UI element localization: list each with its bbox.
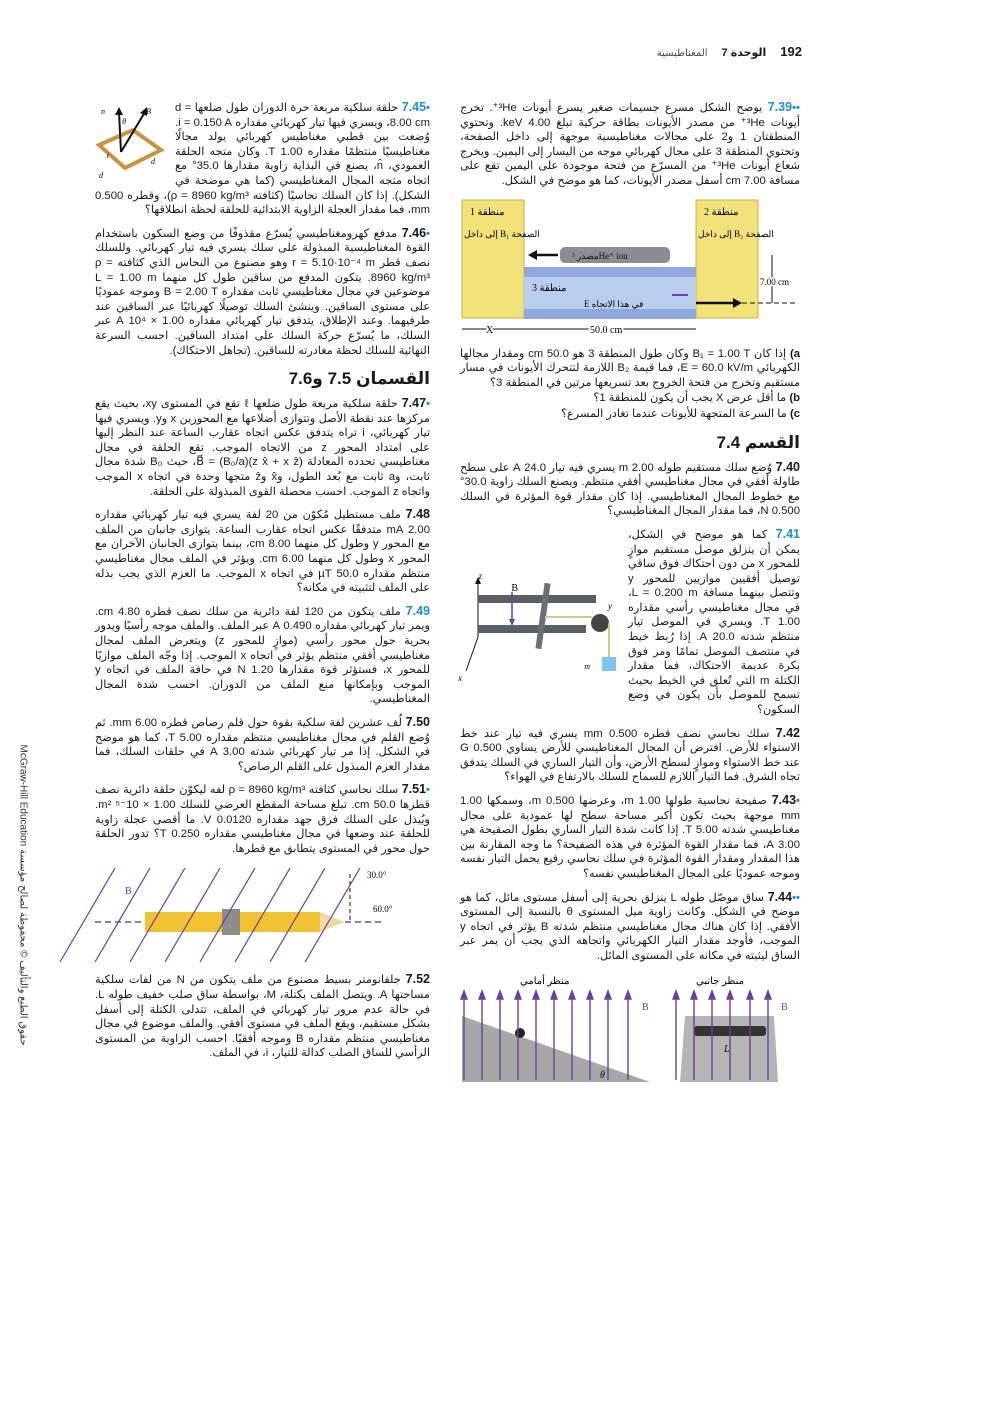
rod-cross-section: [515, 1028, 525, 1038]
difficulty-marker: •: [426, 227, 430, 240]
field-arrowhead: [569, 991, 575, 999]
field-arrowhead: [709, 991, 715, 999]
incline-front-view: [462, 1016, 650, 1082]
angle-60-label: 60.0°: [373, 904, 393, 915]
part-c: [460, 407, 800, 422]
problem-text: كما هو موضح في الشكل، يمكن أن ينزلق موصل مستقيم موازٍ للمحور x من دون احتكاك فوق ساقي توصيل أفقيين موازيين للمحور y وتتصل بينهما مسافة L = 0.200 m، في مجال مغناطيسي رأسي مقداره 1.00 T. ويسري في الموصل تيار منتظم شدته 20.0 A. إذا رُبط خيط في منتصف الموصل تمامًا ومر فوق بكرة عديمة الاحتكاك، فما مقدار الكتلة m التي تُعلق في الخيط بحيث تسمح للموصل بأن يكون في وضع السكون؟: [628, 528, 801, 717]
front-view-label: منظر أمامي: [520, 975, 570, 987]
problem-text: سلك نحاسي كثافته ρ = 8960 kg/m³ لفه ليكوّن حلقة دائرية نصف قطرها 50.0 cm. تبلغ مساحة المقطع العرضي للسلك 1.00 × 10⁻⁵ m². ويُبذل على السلك فرق جهد مقداره 0.0120 V. ما أقصى عجلة زاوية للحلقة عند وضعها في مجال مغناطيسي مقداره 0.250 T؟ تدور الحلقة حول محور في المستوى يتطابق مع قطرها.: [95, 784, 430, 855]
section-heading-7-5-7-6: القسمان 7.5 و7.6: [288, 369, 430, 389]
problem-7-44: [460, 890, 800, 964]
left-column: [95, 100, 430, 1069]
field-arrowhead: [625, 991, 631, 999]
side-view-label: منظر جانبي: [696, 975, 744, 987]
problem-7-47: [95, 396, 430, 499]
part-a: [460, 347, 800, 391]
problem-number: 7.41: [775, 526, 801, 541]
problem-number: 7.46: [401, 225, 427, 240]
field-arrowhead: [673, 991, 679, 999]
b-field-label: B: [125, 886, 132, 898]
problem-number: 7.43: [771, 793, 797, 807]
problem-number: 7.47: [401, 396, 427, 411]
rail-bottom: [478, 625, 586, 633]
accelerator-figure: [460, 197, 800, 339]
region-1-label: منطقة 1: [470, 206, 505, 218]
problem-7-43: [460, 793, 800, 882]
angle-30-label: 30.0°: [367, 870, 387, 881]
problem-7-41: [460, 527, 800, 718]
length-label: 50.0 cm: [590, 324, 623, 336]
field-arrowhead: [727, 991, 733, 999]
problem-7-39: [460, 100, 800, 189]
b-label: B: [146, 107, 151, 116]
field-arrowhead: [747, 991, 753, 999]
problem-number: 7.49: [405, 603, 430, 618]
region-3-label: منطقة 3: [532, 282, 567, 294]
e-field-label: E في هذا الاتجاه: [584, 298, 644, 309]
problem-number: 7.40: [775, 459, 801, 474]
mass-label: m: [584, 661, 590, 671]
field-arrowhead: [479, 991, 485, 999]
field-line: [60, 868, 115, 962]
problem-text: لُف عشرين لفة سلكية بقوة حول قلم رصاص قطره 6.00 mm. ثم وُضع القلم في مجال مغناطيسي منتظم مقداره 5.00 T، كما هو موضح في الشكل. إذا مر تيار كهربائي شدته 3.00 A في حلقات السلك، فما مقدار العزم المبذول على القلم الرصاص؟: [95, 716, 431, 773]
part-text: ما السرعة المتجهة للأيونات عندما تغادر المسرع؟: [561, 407, 787, 420]
problem-7-39-parts: [460, 347, 800, 422]
problem-text: ملف مستطيل مُكوّن من 20 لفة يسري فيه تيار كهربائي مقداره 2.00 mA متدفقًا عكس اتجاه عقارب الساعة. يتوازى جانبان من الملف مع المحور y وطول كل منهما 8.00 cm، بينما يتوازى الجانبان الآخران مع المحور x وطول كل منهما 6.00 cm. ويؤثر في الملف مجال مغناطيسي منتظم مقداره 50.0 µT في اتجاه x الموجب. ما العزم الذي يجب بذله على الملف لتثبيته في مكانه؟: [95, 509, 431, 595]
ion-source-label: مصدر ³He⁺ ion: [572, 250, 628, 261]
field-arrowhead: [515, 991, 521, 999]
field-arrowhead: [605, 991, 611, 999]
problem-number: 7.50: [405, 714, 431, 729]
x-axis-label: x: [458, 672, 462, 683]
field-arrowhead: [497, 991, 503, 999]
difficulty-marker: ••: [792, 891, 800, 904]
difficulty-marker: •: [796, 795, 800, 807]
part-label: b): [789, 392, 800, 405]
b1-label: إلى داخل B₁ الصفحة: [464, 228, 540, 239]
field-arrowhead: [461, 991, 467, 999]
problem-number: 7.44: [767, 889, 793, 904]
unit-title: المغناطيسية: [656, 48, 708, 59]
hanging-mass: [602, 657, 616, 671]
side-d-label-2: d: [99, 171, 103, 180]
field-arrowhead: [533, 991, 539, 999]
field-line: [95, 868, 150, 962]
part-label: a): [789, 347, 800, 360]
problem-text: جلفانومتر بسيط مصنوع من ملف يتكون من N من لفات سلكية مساحتها A. ويتصل الملف بكتلة، M، بواسطة ساق صلب خفيف طوله L. في حالة عدم مرور تيار كهربائي في الملف، تتدلى الكتلة إلى أسفل بشكل مستقيم، ويقع الملف في مستوى أفقي. والملف موضوع في مجال مغناطيسي منتظم مقداره B وموجه أفقيًا. احسب الزاوية من المستوى الرأسي للساق الصلب كدالة للتيار، i، في الملف.: [95, 974, 430, 1060]
x-width-label: X: [486, 324, 494, 336]
problem-text: حلقة سلكية مربعة حرة الدوران طول ضلعها d = 8.00 cm، ويسري فيها تيار كهربائي مقداره i = 0.150 A. وُضعت بين قطبي مغناطيس كهربائي يولد مجالًا مغناطيسيًا منتظمًا مقداره 1.00 T. وكان متجه الحلقة العمودي، n̂، يصنع في البداية زاوية مقدارها 35.0° مع اتجاه متجه المجال المغناطيسي (كما هي موضحة في الشكل). إذا كان السلك نحاسيًا (كثافته ρ = 8960 kg/m³)، وقطره 0.500 mm، فما مقدار العجلة الزاوية الابتدائية للحلقة لحظة انطلاقها؟: [95, 102, 431, 217]
problem-number: 7.48: [405, 507, 430, 522]
right-column: [460, 100, 800, 1092]
problem-number: 7.45: [401, 100, 427, 114]
pencil-coil-figure: [95, 864, 425, 964]
region-2-label: منطقة 2: [704, 206, 739, 218]
rails-pulley-figure: [460, 567, 620, 685]
problem-text: يوضح الشكل مسرع جسيمات صغير يسرع أيونات ³He⁺. تخرج أيونات ³He⁺ من مصدر الأيونات بطاقة حركية تبلغ 4.00 keV. وتحتوي المنطقتان 1 و2 على مجالات مغناطيسية موجهة إلى داخل الصفحة، وتحتوي المنطقة 3 على مجال كهربائي موجه من اليسار إلى اليمين. ويخرج شعاع أيونات ³He⁺ من المسرّع من فتحة موجودة على اليمين تقع على مسافة 7.00 cm أسفل مصدر الأيونات، كما هو موضح في الشكل.: [460, 102, 801, 187]
part-b: [460, 391, 800, 406]
problem-number: 7.39: [767, 100, 793, 114]
normal-label: n: [101, 107, 105, 116]
z-axis-label: z: [478, 570, 482, 581]
difficulty-marker: •: [426, 784, 431, 797]
part-label: c): [789, 407, 800, 420]
problem-7-51: [95, 782, 430, 856]
b-field-label-side: B: [781, 1001, 788, 1013]
problem-7-52: [95, 972, 430, 1061]
side-d-label: d: [151, 157, 155, 166]
problem-text: حلقة سلكية مربعة طول ضلعها ℓ تقع في المستوى xy، بحيث يقع مركزها عند نقطة الأصل وتتوازى أضلاعها مع المحورين x وy. ويسري فيها تيار كهربائي، i تراه يتدفق عكس اتجاه عقارب الساعة عند النظر إليها على امتداد المحور z من الاتجاه الموجب. تقع الحلقة في مجال مغناطيسي تحدده المعادلة B⃗ = (B₀/a)(z x̂ + x ẑ)، حيث B₀ شدة مجال ثابت، وa ثابت مع بُعد الطول، وx̂ وẑ متجها وحدة في اتجاه x الموجب واتجاه z الموجب. احسب محصلة القوى المبذولة على الحلقة.: [95, 398, 430, 498]
section-heading-7-4: القسم 7.4: [716, 432, 800, 452]
field-arrowhead: [691, 991, 697, 999]
field-arrowhead: [551, 991, 557, 999]
theta-label: θ: [122, 117, 126, 126]
field-arrowhead: [765, 991, 771, 999]
problem-text: سلك نحاسي نصف قطره 0.500 mm يسري فيه تيار عند خط الاستواء للأرض. افترض أن المجال المغناطيسي للأرض يساوي 0.500 G عند خط الاستواء وموازٍ لسطح الأرض، وأن التيار الساري في السلك يتدفق تجاه الشرق. فما التيار اللازم للسماح للسلك بالارتفاع في الهواء؟: [460, 727, 800, 784]
problem-text: صفيحة نحاسية طولها 1.00 m، وعرضها 0.500 m، وسمكها 1.00 mm موجهة بحيث تكون أكبر مساحة سطح لها عمودية على مجال مغناطيسي شدته 5.00 T. إذا كانت شدة التيار الساري بطول الصفيحة هي 3.00 A، فما مقدار القوة المؤثرة في هذه الصفيحة؟ ما وجه المقارنة بين هذا المقدار ومقدار القوة المؤثرة في سلك نحاسي رفيع يحمل التيار نفسه وموجه عموديًا على المجال المغناطيسي نفسه؟: [460, 795, 800, 880]
problem-7-40: [460, 460, 800, 519]
problem-text: وُضع سلك مستقيم طوله 2.00 m يسري فيه تيار 24.0 A على سطح طاولة أفقي في مجال مغناطيسي أفقي منتظم. ويصنع السلك زاوية 30.0° مع خطوط المجال المغناطيسي. إذا كان مقدار قوة المؤثرة في السلك 0.500 N، فما مقدار المجال المغناطيسي؟: [460, 461, 800, 518]
copyright-margin: [8, 744, 38, 1046]
wire-coil: [222, 909, 240, 935]
b2-label: إلى داخل B₂ الصفحة: [698, 228, 774, 239]
difficulty-marker: •: [426, 398, 431, 411]
distance-label: 7.00 cm: [760, 276, 789, 287]
part-text: إذا كان B₁ = 1.00 T وكان طول المنطقة 3 هو 50.0 cm ومقدار مجالها الكهربائي E = 60.0 kV/m، فما قيمة B₂ اللازمة لتتحرك الأيونات في مسار مستقيم وتخرج من فتحة الخروج بعد تسريعها مرتين في المنطقة 3؟: [460, 347, 800, 389]
difficulty-marker: ••: [792, 102, 800, 114]
problem-7-49: [95, 604, 430, 707]
problem-7-46: [95, 226, 430, 358]
y-axis-label: y: [608, 600, 612, 611]
rail-top: [478, 595, 596, 603]
copyright-text: حقوق الطبع والتأليف © محفوظة لصالح مؤسسة McGraw-Hill Education: [17, 744, 29, 1046]
b-field-label: B: [642, 1001, 649, 1013]
inclined-plane-figure: [460, 972, 800, 1084]
unit-label: الوحدة 7: [721, 47, 767, 59]
problem-text: مدفع كهرومغناطيسي يُسرّع مقذوفًا من وضع السكون باستخدام القوة المغناطيسية المبذولة على سلك يسري فيه تيار كهربائي. وللسلك نصف قطر r = 5.10·10⁻⁴ m وهو مصنوع من النحاس الذي كثافته ρ = 8960 kg/m³. يتكون المدفع من ساقين طول كل منهما L = 1.00 m موضوعين في مجال مغناطيسي ثابت مقداره B = 2.00 T وموجه عموديًا على مستوى الساقين. وينشئ السلك توصيلًا كهربائيًا عبر الساقين عند طرفيهما. وعند الإطلاق، يتدفق تيار كهربائي مقداره 1.00 × 10⁴ A عبر السلك، ما يُسرّع حركة السلك على امتداد الساقين. احسب السرعة النهائية للسلك لحظة مغادرته للساقين. (تجاهل الاحتكاك).: [95, 227, 431, 357]
problem-number: 7.42: [775, 725, 801, 740]
problem-text: ساق موصّل طوله L ينزلق بحرية إلى أسفل مستوى مائل، كما هو موضح في الشكل. وكانت زاوية ميل المستوى θ بالنسبة إلى المستوى الأفقي. إذا كان هناك مجال مغناطيسي منتظم شدته B يؤثر في اتجاه y الموجب، فأوجد مقدار التيار الكهربائي واتجاهه الذي يجب أن يمر عبر الساق ليثبته في مكانه على المستوى المائل.: [460, 891, 800, 962]
problem-number: 7.52: [405, 972, 431, 987]
square-loop-figure: [95, 100, 167, 180]
difficulty-marker: •: [426, 102, 430, 114]
current-label: i: [106, 151, 109, 160]
b-field-label: B: [511, 582, 518, 594]
page-number: 192: [780, 44, 802, 59]
length-label: L: [724, 1043, 730, 1055]
theta-label: θ: [600, 1069, 605, 1081]
problem-text: ملف يتكون من 120 لفة دائرية من سلك نصف قطره 4.80 cm. ويمر تيار كهربائي مقداره 0.490 A عبر الملف. والملف موجه رأسيًا ويدور بحرية حول محور رأسي (موازٍ للمحور z) ويتعرض الملف لمجال مغناطيسي أفقي منتظم يؤثر في اتجاه x الموجب. إذا وجّه الملف موازيًا للمحور x، فستؤثر قوة مقدارها 1.20 N في حافة الملف في اتجاه y الموجب وبإمكانها منع الملف من الدوران. احسب شدة المجال المغناطيسي.: [95, 605, 431, 706]
page-header: [657, 44, 802, 59]
problem-7-48: [95, 507, 430, 596]
part-text: ما أقل عرض X يجب أن يكون للمنطقة 1؟: [593, 392, 787, 405]
problem-7-42: [460, 726, 800, 785]
field-arrowhead: [587, 991, 593, 999]
problem-7-45: [95, 100, 430, 218]
problem-7-50: [95, 715, 430, 774]
problem-number: 7.51: [401, 782, 427, 797]
